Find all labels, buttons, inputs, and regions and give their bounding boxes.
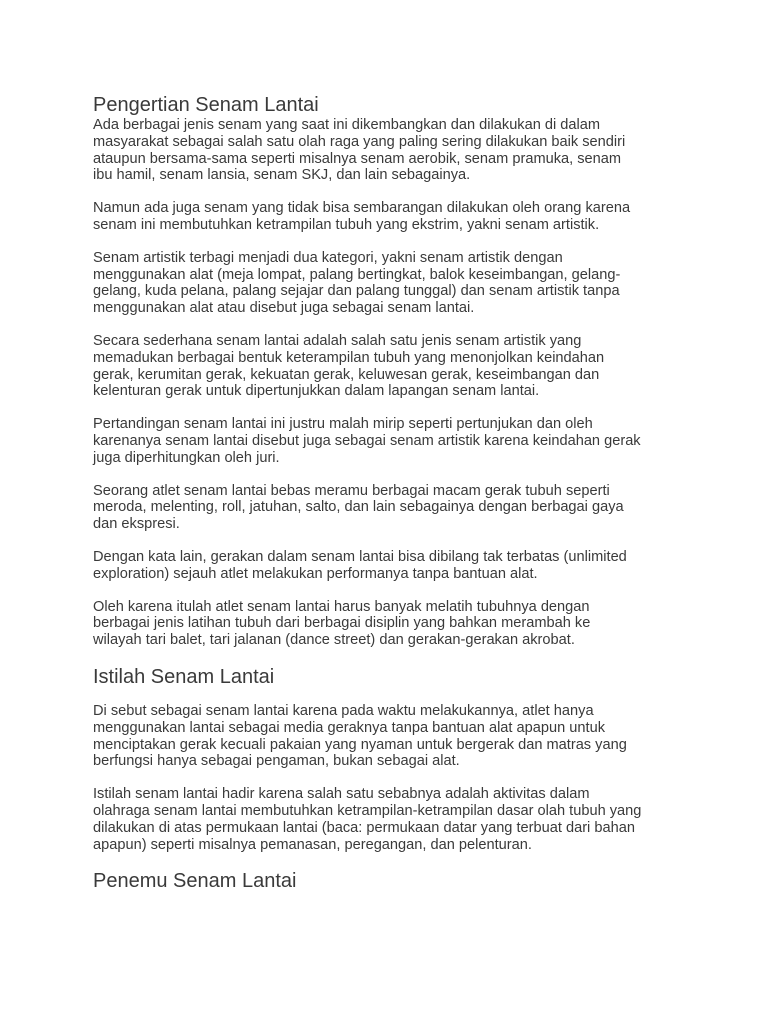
section-pengertian [93,93,683,649]
paragraph: Dengan kata lain, gerakan dalam senam lantai bisa dibilang tak terbatas (unlimited exploration) sejauh atlet melakukan performanya tanpa bantuan alat. [93,548,627,582]
paragraph: Namun ada juga senam yang tidak bisa sembarangan dilakukan oleh orang karena senam ini membutuhkan ketrampilan tubuh yang ekstrim, yakni senam artistik. [93,200,631,233]
section-heading: Penemu Senam Lantai [93,870,297,893]
section-heading: Istilah Senam Lantai [93,665,275,688]
section-penemu [93,869,683,893]
paragraph: Secara sederhana senam lantai adalah salah satu jenis senam artistik yang memadukan berbagai bentuk keterampilan tubuh yang menonjolkan keindahan gerak, kerumitan gerak, kekuatan gerak, keluwesan gerak, keseimbangan dan kelenturan gerak untuk dipertunjukkan dalam lapangan senam lantai. [93,332,605,400]
paragraph: Oleh karena itulah atlet senam lantai harus banyak melatih tubuhnya dengan berbagai jenis latihan tubuh dari berbagai disiplin yang bahkan merambah ke wilayah tari balet, tari jalanan (dance street) dan gerakan-gerakan akrobat. [93,598,591,649]
document-page [93,93,683,893]
paragraph: Seorang atlet senam lantai bebas meramu berbagai macam gerak tubuh seperti meroda, melenting, roll, jatuhan, salto, dan lain sebagainya dengan berbagai gaya dan ekspresi. [93,482,624,533]
paragraph: Senam artistik terbagi menjadi dua kategori, yakni senam artistik dengan menggunakan alat (meja lompat, palang bertingkat, balok keseimbangan, gelang- gelang, kuda pelana, palang sejajar dan palang tunggal) dan senam artistik tanpa menggunakan alat atau disebut juga sebagai senam lantai. [93,249,621,317]
paragraph: Istilah senam lantai hadir karena salah satu sebabnya adalah aktivitas dalam olahraga senam lantai membutuhkan ketrampilan-ketrampilan dasar olah tubuh yang dilakukan di atas permukaan lantai (baca: permukaan datar yang terbuat dari bahan apapun) seperti misalnya pemanasan, peregangan, dan pelenturan. [93,786,642,853]
paragraph: Pertandingan senam lantai ini justru malah mirip seperti pertunjukan dan oleh karenanya senam lantai disebut juga sebagai senam artistik karena keindahan gerak juga diperhitungkan oleh juri. [93,416,641,466]
paragraph: Di sebut sebagai senam lantai karena pada waktu melakukannya, atlet hanya menggunakan lantai sebagai media geraknya tanpa bantuan alat apapun untuk menciptakan gerak kecuali pakaian yang nyaman untuk bergerak dan matras yang berfungsi hanya sebagai pengaman, bukan sebagai alat. [93,702,627,770]
section-istilah [93,665,683,853]
section-heading: Pengertian Senam Lantai [93,94,319,116]
paragraph: Ada berbagai jenis senam yang saat ini dikembangkan dan dilakukan di dalam masyarakat sebagai salah satu olah raga yang paling sering dilakukan baik sendiri ataupun bersama-sama seperti misalnya senam aerobik, senam pramuka, senam ibu hamil, senam lansia, senam SKJ, dan lain sebagainya. [93,117,626,184]
